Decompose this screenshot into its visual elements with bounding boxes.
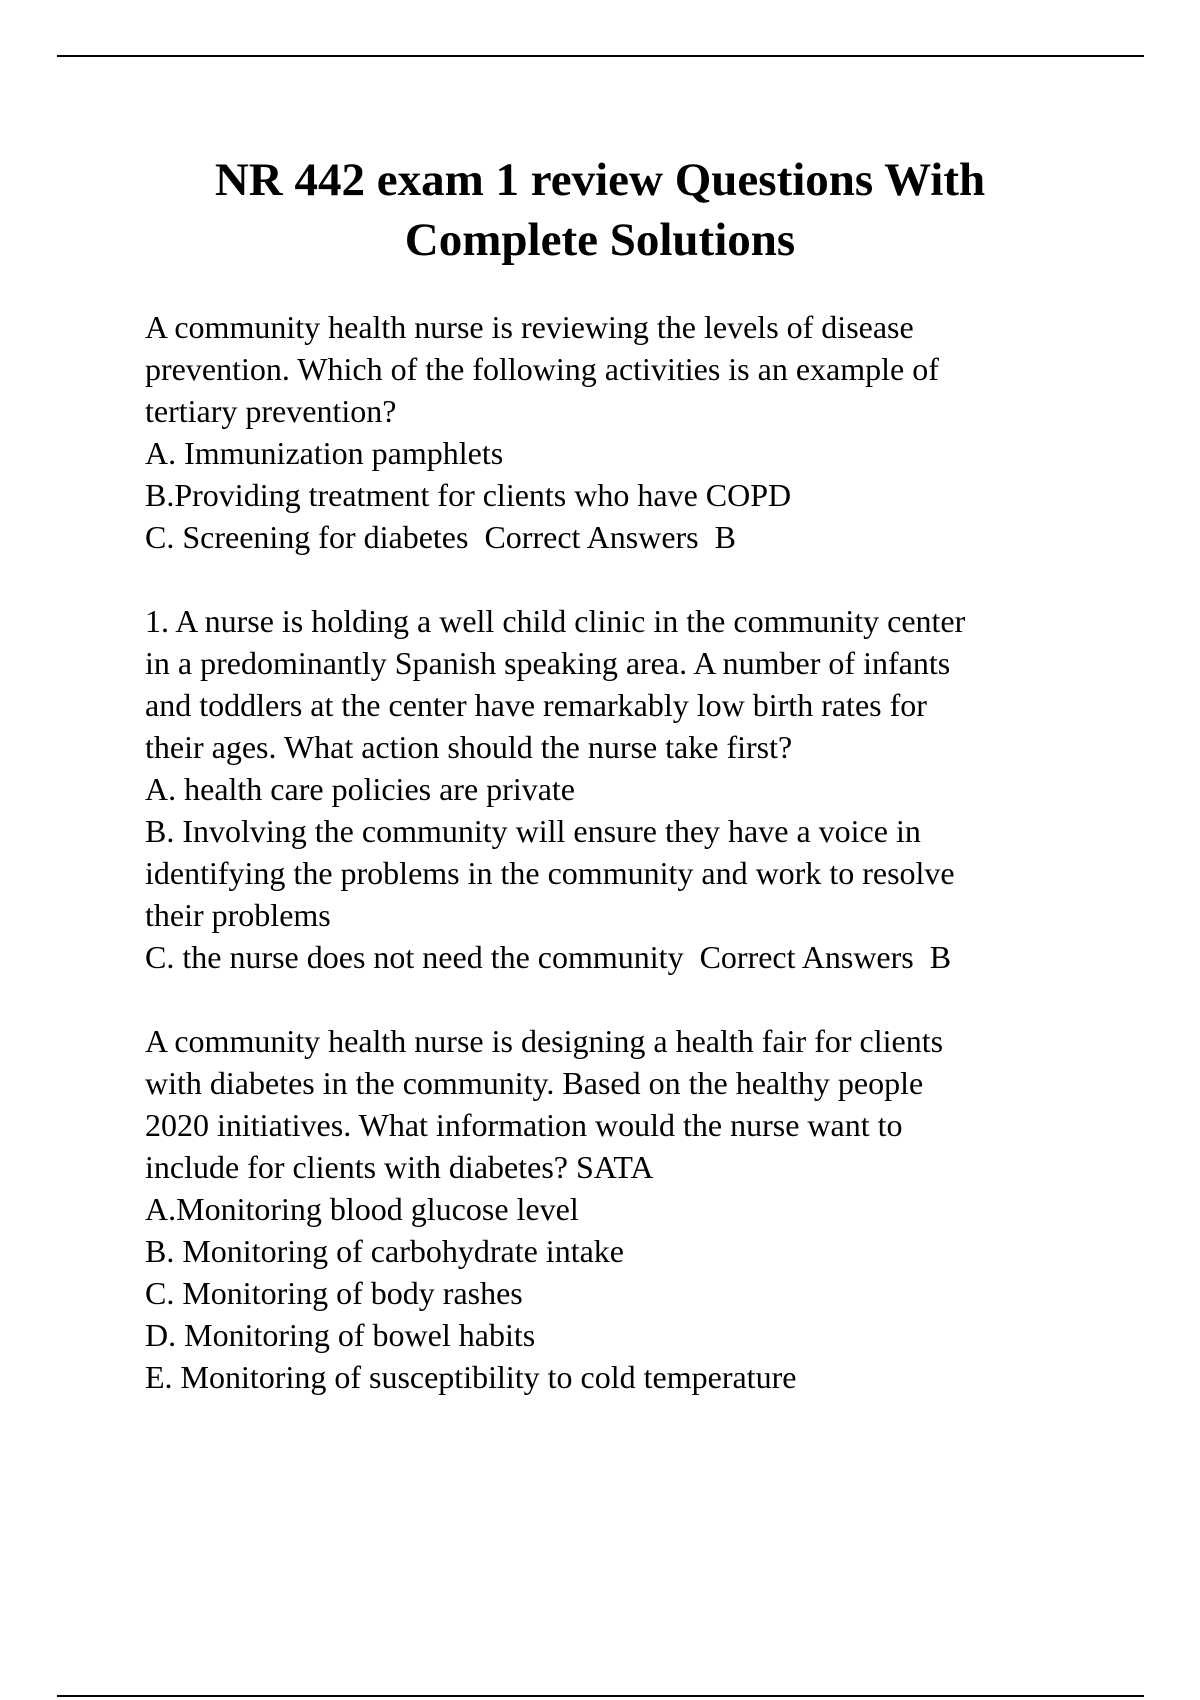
- question-stem: [145, 600, 1145, 768]
- answer-option: B. Involving the community will ensure they have a voice in: [145, 813, 921, 849]
- answer-option: D. Monitoring of bowel habits: [145, 1317, 536, 1353]
- stem-line: 2020 initiatives. What information would the nurse want to: [145, 1107, 903, 1143]
- stem-line: prevention. Which of the following activities is an example of: [145, 351, 939, 387]
- answer-option: A. Immunization pamphlets: [145, 435, 504, 471]
- answer-option-continued: identifying the problems in the community and work to resolve: [145, 855, 955, 891]
- question-stem: [145, 306, 1145, 432]
- answer-option-with-correct-answer: C. the nurse does not need the community Correct Answers B: [145, 939, 952, 975]
- question-3: [145, 1020, 1145, 1398]
- answer-option: E. Monitoring of susceptibility to cold temperature: [145, 1359, 797, 1395]
- question-2: [145, 600, 1145, 978]
- header-rule: [57, 55, 1144, 57]
- title-line: Complete Solutions: [404, 214, 796, 266]
- stem-line: in a predominantly Spanish speaking area. A number of infants: [145, 645, 951, 681]
- stem-line: A community health nurse is designing a health fair for clients: [145, 1023, 944, 1059]
- answer-option-with-correct-answer: C. Screening for diabetes Correct Answers B: [145, 519, 736, 555]
- question-1: [145, 306, 1145, 558]
- title-line: NR 442 exam 1 review Questions With: [214, 154, 986, 206]
- stem-line: tertiary prevention?: [145, 393, 397, 429]
- stem-line: their ages. What action should the nurse take first?: [145, 729, 793, 765]
- document-body: [145, 306, 1145, 1398]
- stem-line: include for clients with diabetes? SATA: [145, 1149, 654, 1185]
- answer-option: B.Providing treatment for clients who have COPD: [145, 477, 792, 513]
- stem-line: 1. A nurse is holding a well child clinic in the community center: [145, 603, 966, 639]
- answer-option: A.Monitoring blood glucose level: [145, 1191, 579, 1227]
- stem-line: with diabetes in the community. Based on the healthy people: [145, 1065, 924, 1101]
- stem-line: and toddlers at the center have remarkably low birth rates for: [145, 687, 927, 723]
- answer-option: A. health care policies are private: [145, 771, 575, 807]
- answer-option-continued: their problems: [145, 897, 331, 933]
- stem-line: A community health nurse is reviewing the levels of disease: [145, 309, 914, 345]
- footer-rule: [57, 1695, 1144, 1697]
- answer-option: C. Monitoring of body rashes: [145, 1275, 523, 1311]
- document-title: [100, 150, 1100, 270]
- answer-option: B. Monitoring of carbohydrate intake: [145, 1233, 624, 1269]
- question-stem: [145, 1020, 1145, 1188]
